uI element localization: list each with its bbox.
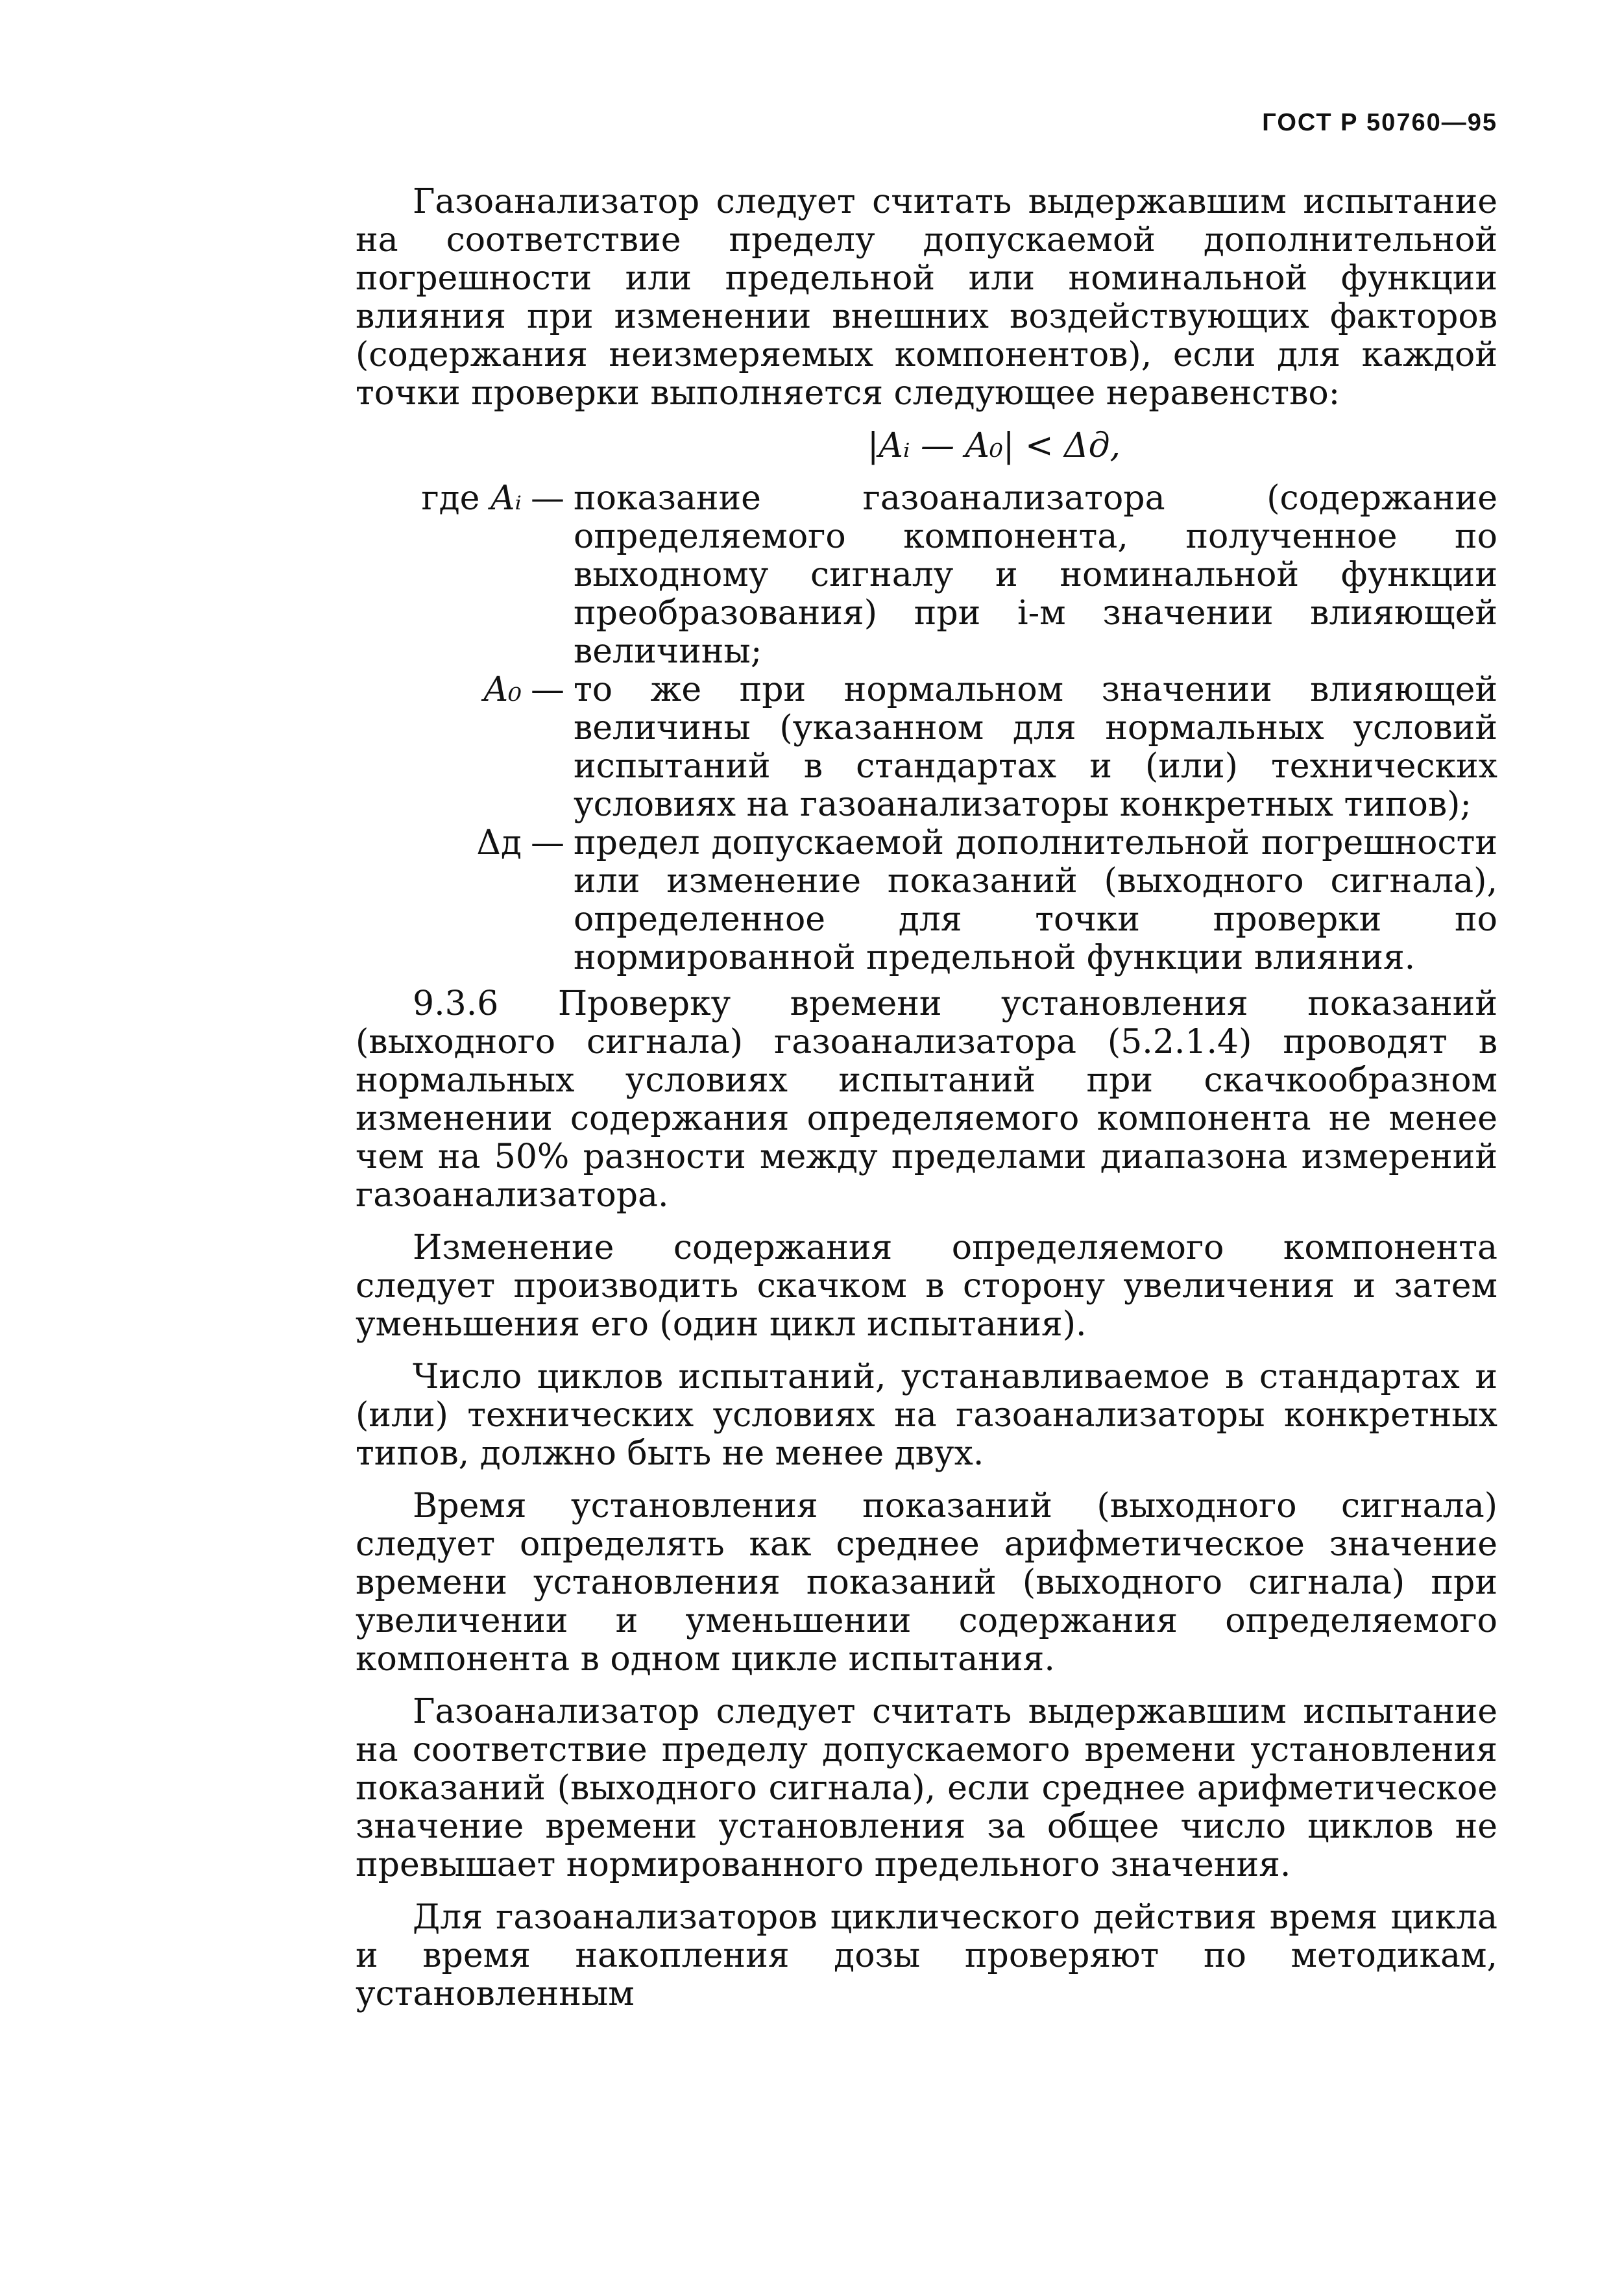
- definition-text: предел допускаемой дополнительной погрешности или изменение показаний (выходного сигнала), определенное для точки проверки по нормированной предельной функции влияния.: [574, 823, 1497, 977]
- paragraph: Число циклов испытаний, устанавливаемое в стандартах и (или) технических условиях на газоанализаторы конкретных типов, должно быть не менее двух.: [356, 1357, 1497, 1473]
- definition-dash: —: [531, 823, 564, 862]
- clause-9-3-6: [356, 985, 1497, 1215]
- definition-term: [291, 480, 531, 518]
- definition-dash: —: [531, 670, 564, 709]
- clause-text: Проверку времени установления показаний (выходного сигнала) газоанализатора (5.2.1.4) проводят в нормальных условиях испытаний при скачкообразном изменении содержания определяемого компонента не менее чем на 50% разности между пределами диапазона измерений газоанализатора.: [356, 984, 1498, 1215]
- symbol-definitions: [356, 480, 1497, 977]
- definition-lead: где: [421, 479, 480, 518]
- definition-symbol: Aᵢ: [490, 479, 522, 518]
- definition-text: показание газоанализатора (содержание определяемого компонента, полученное по выходному сигналу и номинальной функции преобразования) при i-м значении влияющей величины;: [574, 479, 1497, 671]
- definition-row: [356, 480, 1497, 671]
- paragraph-criterion: Газоанализатор следует считать выдержавшим испытание на соответствие пределу допускаемой дополнительной погрешности или предельной или номинальной функции влияния при изменении внешних воздействующих факторов (содержания неизмеряемых компонентов), если для каждой точки проверки выполняется следующее неравенство:: [356, 182, 1497, 413]
- definition-text: то же при нормальном значении влияющей величины (указанном для нормальных условий испытаний в стандартах и (или) технических условиях на газоанализаторы конкретных типов);: [574, 670, 1497, 824]
- definition-dash: —: [531, 479, 564, 518]
- inequality-formula: |Aᵢ — A₀| < Δд,: [867, 426, 1121, 465]
- definition-symbol: A₀: [483, 670, 522, 709]
- document-header: ГОСТ Р 50760—95: [1262, 109, 1497, 136]
- definition-term: [356, 671, 531, 709]
- document-body: [356, 183, 1497, 2028]
- paragraph: Изменение содержания определяемого компонента следует производить скачком в сторону увеличения и затем уменьшения его (один цикл испытания).: [356, 1228, 1497, 1344]
- definition-term: [356, 824, 531, 862]
- definition-symbol: Δд: [476, 823, 522, 862]
- paragraph: Время установления показаний (выходного сигнала) следует определять как среднее арифметическое значение времени установления показаний (выходного сигнала) при увеличении и уменьшении содержания определяемого компонента в одном цикле испытания.: [356, 1487, 1497, 1679]
- definition-row: [356, 671, 1497, 824]
- paragraph: Газоанализатор следует считать выдержавшим испытание на соответствие пределу допускаемого времени установления показаний (выходного сигнала), если среднее арифметическое значение времени установления за общее число циклов не превышает нормированного предельного значения.: [356, 1692, 1497, 1884]
- paragraph: Для газоанализаторов циклического действия время цикла и время накопления дозы проверяют по методикам, установленным: [356, 1898, 1497, 2013]
- clause-number: 9.3.6: [413, 984, 499, 1023]
- definition-row: [356, 824, 1497, 977]
